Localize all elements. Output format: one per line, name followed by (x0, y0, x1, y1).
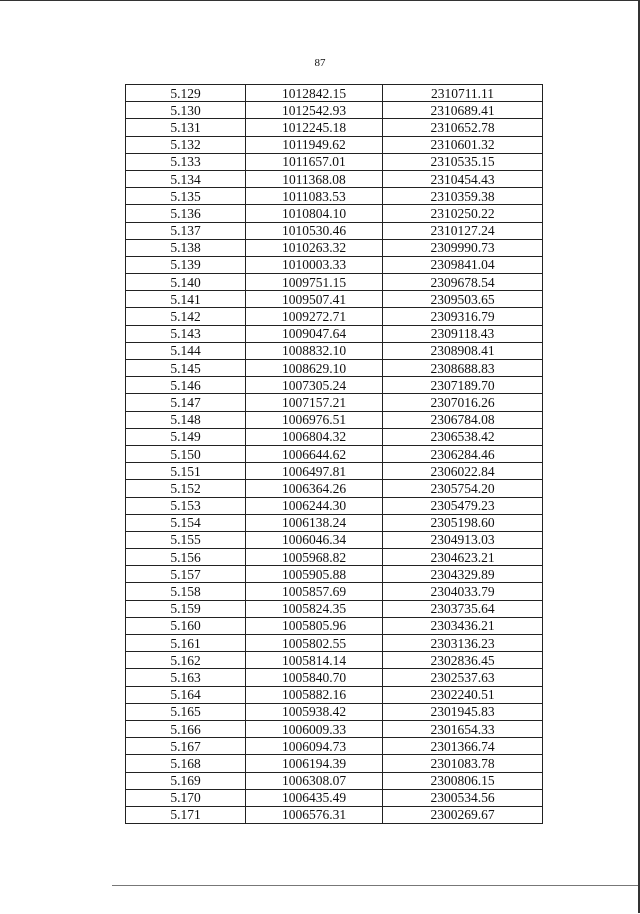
x-coordinate-cell: 1006435.49 (246, 789, 383, 806)
y-coordinate-cell: 2310454.43 (383, 170, 543, 187)
x-coordinate-cell: 1010804.10 (246, 205, 383, 222)
point-id-cell: 5.150 (126, 445, 246, 462)
table-row (126, 308, 543, 325)
point-id-cell: 5.156 (126, 549, 246, 566)
y-coordinate-cell: 2300269.67 (383, 806, 543, 823)
point-id-cell: 5.135 (126, 188, 246, 205)
point-id-cell: 5.146 (126, 377, 246, 394)
x-coordinate-cell: 1009272.71 (246, 308, 383, 325)
point-id-cell: 5.145 (126, 360, 246, 377)
table-row (126, 772, 543, 789)
y-coordinate-cell: 2309990.73 (383, 239, 543, 256)
point-id-cell: 5.155 (126, 531, 246, 548)
x-coordinate-cell: 1007157.21 (246, 394, 383, 411)
point-id-cell: 5.151 (126, 463, 246, 480)
point-id-cell: 5.147 (126, 394, 246, 411)
x-coordinate-cell: 1005968.82 (246, 549, 383, 566)
point-id-cell: 5.167 (126, 738, 246, 755)
x-coordinate-cell: 1008832.10 (246, 342, 383, 359)
point-id-cell: 5.137 (126, 222, 246, 239)
point-id-cell: 5.132 (126, 136, 246, 153)
y-coordinate-cell: 2304623.21 (383, 549, 543, 566)
x-coordinate-cell: 1005814.14 (246, 652, 383, 669)
bottom-rule (112, 885, 638, 886)
table-row (126, 669, 543, 686)
point-id-cell: 5.154 (126, 514, 246, 531)
point-id-cell: 5.159 (126, 600, 246, 617)
table-row (126, 256, 543, 273)
x-coordinate-cell: 1006576.31 (246, 806, 383, 823)
x-coordinate-cell: 1010530.46 (246, 222, 383, 239)
x-coordinate-cell: 1005882.16 (246, 686, 383, 703)
x-coordinate-cell: 1005857.69 (246, 583, 383, 600)
y-coordinate-cell: 2303436.21 (383, 617, 543, 634)
x-coordinate-cell: 1010003.33 (246, 256, 383, 273)
y-coordinate-cell: 2307189.70 (383, 377, 543, 394)
point-id-cell: 5.152 (126, 480, 246, 497)
y-coordinate-cell: 2309841.04 (383, 256, 543, 273)
table-row (126, 566, 543, 583)
x-coordinate-cell: 1007305.24 (246, 377, 383, 394)
x-coordinate-cell: 1006244.30 (246, 497, 383, 514)
y-coordinate-cell: 2303735.64 (383, 600, 543, 617)
point-id-cell: 5.143 (126, 325, 246, 342)
y-coordinate-cell: 2302537.63 (383, 669, 543, 686)
point-id-cell: 5.139 (126, 256, 246, 273)
x-coordinate-cell: 1006138.24 (246, 514, 383, 531)
x-coordinate-cell: 1006194.39 (246, 755, 383, 772)
y-coordinate-cell: 2301366.74 (383, 738, 543, 755)
table-row (126, 635, 543, 652)
y-coordinate-cell: 2306022.84 (383, 463, 543, 480)
y-coordinate-cell: 2310711.11 (383, 85, 543, 102)
y-coordinate-cell: 2304913.03 (383, 531, 543, 548)
x-coordinate-cell: 1012842.15 (246, 85, 383, 102)
table-row (126, 652, 543, 669)
table-row (126, 497, 543, 514)
point-id-cell: 5.136 (126, 205, 246, 222)
y-coordinate-cell: 2309316.79 (383, 308, 543, 325)
y-coordinate-cell: 2306538.42 (383, 428, 543, 445)
point-id-cell: 5.149 (126, 428, 246, 445)
table-row (126, 428, 543, 445)
table-row (126, 411, 543, 428)
table-row (126, 222, 543, 239)
point-id-cell: 5.157 (126, 566, 246, 583)
y-coordinate-cell: 2301654.33 (383, 720, 543, 737)
table-row (126, 136, 543, 153)
point-id-cell: 5.168 (126, 755, 246, 772)
y-coordinate-cell: 2305198.60 (383, 514, 543, 531)
point-id-cell: 5.153 (126, 497, 246, 514)
table-row (126, 686, 543, 703)
point-id-cell: 5.166 (126, 720, 246, 737)
y-coordinate-cell: 2310689.41 (383, 102, 543, 119)
table-row (126, 205, 543, 222)
point-id-cell: 5.144 (126, 342, 246, 359)
table-row (126, 291, 543, 308)
table-row (126, 153, 543, 170)
x-coordinate-cell: 1006009.33 (246, 720, 383, 737)
y-coordinate-cell: 2308908.41 (383, 342, 543, 359)
y-coordinate-cell: 2304329.89 (383, 566, 543, 583)
table-row (126, 85, 543, 102)
point-id-cell: 5.171 (126, 806, 246, 823)
page-number: 87 (314, 57, 326, 69)
x-coordinate-cell: 1008629.10 (246, 360, 383, 377)
point-id-cell: 5.141 (126, 291, 246, 308)
y-coordinate-cell: 2310250.22 (383, 205, 543, 222)
x-coordinate-cell: 1005824.35 (246, 600, 383, 617)
y-coordinate-cell: 2310359.38 (383, 188, 543, 205)
x-coordinate-cell: 1005905.88 (246, 566, 383, 583)
y-coordinate-cell: 2306284.46 (383, 445, 543, 462)
table-row (126, 720, 543, 737)
y-coordinate-cell: 2300534.56 (383, 789, 543, 806)
y-coordinate-cell: 2301083.78 (383, 755, 543, 772)
point-id-cell: 5.142 (126, 308, 246, 325)
table-row (126, 170, 543, 187)
y-coordinate-cell: 2303136.23 (383, 635, 543, 652)
y-coordinate-cell: 2307016.26 (383, 394, 543, 411)
x-coordinate-cell: 1011949.62 (246, 136, 383, 153)
point-id-cell: 5.169 (126, 772, 246, 789)
x-coordinate-cell: 1011657.01 (246, 153, 383, 170)
table-row (126, 394, 543, 411)
table-row (126, 806, 543, 823)
table-row (126, 102, 543, 119)
table-row (126, 342, 543, 359)
x-coordinate-cell: 1006046.34 (246, 531, 383, 548)
point-id-cell: 5.129 (126, 85, 246, 102)
y-coordinate-cell: 2309678.54 (383, 274, 543, 291)
y-coordinate-cell: 2306784.08 (383, 411, 543, 428)
x-coordinate-cell: 1009751.15 (246, 274, 383, 291)
y-coordinate-cell: 2302240.51 (383, 686, 543, 703)
x-coordinate-cell: 1012245.18 (246, 119, 383, 136)
table-row (126, 463, 543, 480)
table-row (126, 617, 543, 634)
table-row (126, 274, 543, 291)
point-id-cell: 5.133 (126, 153, 246, 170)
x-coordinate-cell: 1009507.41 (246, 291, 383, 308)
table-row (126, 325, 543, 342)
table-row (126, 703, 543, 720)
x-coordinate-cell: 1006644.62 (246, 445, 383, 462)
point-id-cell: 5.138 (126, 239, 246, 256)
y-coordinate-cell: 2301945.83 (383, 703, 543, 720)
y-coordinate-cell: 2310127.24 (383, 222, 543, 239)
table-row (126, 377, 543, 394)
x-coordinate-cell: 1005805.96 (246, 617, 383, 634)
x-coordinate-cell: 1012542.93 (246, 102, 383, 119)
x-coordinate-cell: 1005938.42 (246, 703, 383, 720)
point-id-cell: 5.148 (126, 411, 246, 428)
point-id-cell: 5.160 (126, 617, 246, 634)
y-coordinate-cell: 2300806.15 (383, 772, 543, 789)
point-id-cell: 5.158 (126, 583, 246, 600)
point-id-cell: 5.134 (126, 170, 246, 187)
table-row (126, 188, 543, 205)
x-coordinate-cell: 1005802.55 (246, 635, 383, 652)
y-coordinate-cell: 2310601.32 (383, 136, 543, 153)
table-body (126, 85, 543, 824)
table-row (126, 514, 543, 531)
x-coordinate-cell: 1009047.64 (246, 325, 383, 342)
y-coordinate-cell: 2305479.23 (383, 497, 543, 514)
table-row (126, 738, 543, 755)
point-id-cell: 5.163 (126, 669, 246, 686)
table-row (126, 480, 543, 497)
point-id-cell: 5.170 (126, 789, 246, 806)
table-row (126, 531, 543, 548)
x-coordinate-cell: 1006094.73 (246, 738, 383, 755)
x-coordinate-cell: 1006308.07 (246, 772, 383, 789)
x-coordinate-cell: 1011083.53 (246, 188, 383, 205)
table-row (126, 119, 543, 136)
x-coordinate-cell: 1006364.26 (246, 480, 383, 497)
point-id-cell: 5.130 (126, 102, 246, 119)
x-coordinate-cell: 1006804.32 (246, 428, 383, 445)
y-coordinate-cell: 2304033.79 (383, 583, 543, 600)
point-id-cell: 5.161 (126, 635, 246, 652)
point-id-cell: 5.131 (126, 119, 246, 136)
table-row (126, 583, 543, 600)
point-id-cell: 5.140 (126, 274, 246, 291)
y-coordinate-cell: 2308688.83 (383, 360, 543, 377)
table-row (126, 549, 543, 566)
table-row (126, 445, 543, 462)
x-coordinate-cell: 1005840.70 (246, 669, 383, 686)
y-coordinate-cell: 2309118.43 (383, 325, 543, 342)
point-id-cell: 5.162 (126, 652, 246, 669)
y-coordinate-cell: 2310535.15 (383, 153, 543, 170)
point-id-cell: 5.164 (126, 686, 246, 703)
table-row (126, 239, 543, 256)
y-coordinate-cell: 2310652.78 (383, 119, 543, 136)
y-coordinate-cell: 2309503.65 (383, 291, 543, 308)
x-coordinate-cell: 1011368.08 (246, 170, 383, 187)
y-coordinate-cell: 2302836.45 (383, 652, 543, 669)
y-coordinate-cell: 2305754.20 (383, 480, 543, 497)
coordinates-table (125, 84, 543, 824)
table-row (126, 789, 543, 806)
table-row (126, 600, 543, 617)
x-coordinate-cell: 1006497.81 (246, 463, 383, 480)
x-coordinate-cell: 1010263.32 (246, 239, 383, 256)
table-row (126, 755, 543, 772)
point-id-cell: 5.165 (126, 703, 246, 720)
x-coordinate-cell: 1006976.51 (246, 411, 383, 428)
table-row (126, 360, 543, 377)
